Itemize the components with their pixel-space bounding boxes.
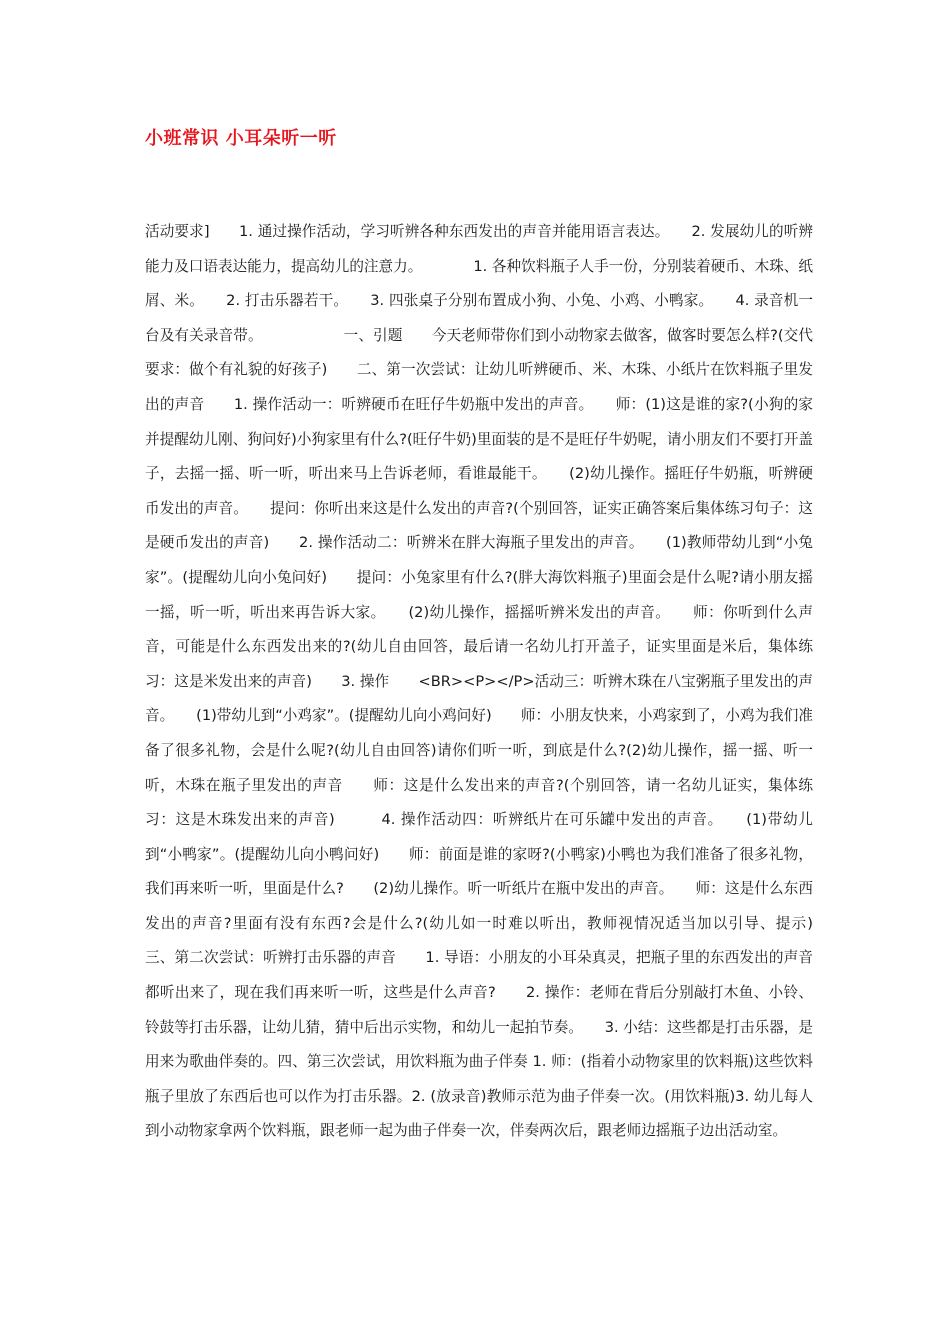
document-body: 活动要求] 1. 通过操作活动，学习听辨各种东西发出的声音并能用语言表达。 2. 发展幼儿的听辨能力及口语表达能力，提高幼儿的注意力。 1. 各种饮料瓶子人手一份，分别装着硬币、木珠、纸屑、米。 2. 打击乐器若干。 3. 四张桌子分别布置成小狗、小兔、小鸡、小鸭家。 4. 录音机一台及有关录音带。 一、引题 今天老师带你们到小动物家去做客，做客时要怎么样?(交代要求：做个有礼貌的好孩子) 二、第一次尝试：让幼儿听辨硬币、米、木珠、小纸片在饮料瓶子里发出的声音 1. 操作活动一：听辨硬币在旺仔牛奶瓶中发出的声音。 师：(1)这是谁的家?(小狗的家并提醒幼儿刚、狗问好)小狗家里有什么?(旺仔牛奶)里面装的是不是旺仔牛奶呢，请小朋友们不要打开盖子，去摇一摇、听一听，听出来马上告诉老师，看谁最能干。 (2)幼儿操作。摇旺仔牛奶瓶，听辨硬币发出的声音。 提问：你听出来这是什么发出的声音?(个别回答，证实正确答案后集体练习句子：这是硬币发出的声音) 2. 操作活动二：听辨米在胖大海瓶子里发出的声音。 (1)教师带幼儿到“小兔家”。(提醒幼儿向小兔问好) 提问：小兔家里有什么?(胖大海饮料瓶子)里面会是什么呢?请小朋友摇一摇，听一听，听出来再告诉大家。 (2)幼儿操作，摇摇听辨米发出的声音。 师：你听到什么声音，可能是什么东西发出来的?(幼儿自由回答，最后请一名幼儿打开盖子，证实里面是米后，集体练习：这是米发出来的声音) 3. 操作 <BR><P></P>活动三：听辨木珠在八宝粥瓶子里发出的声音。 (1)带幼儿到“小鸡家”。(提醒幼儿向小鸡问好) 师：小朋友快来，小鸡家到了，小鸡为我们准备了很多礼物，会是什么呢?(幼儿自由回答)请你们听一听，到底是什么?(2)幼儿操作，摇一摇、听一听，木珠在瓶子里发出的声音 师：这是什么发出来的声音?(个别回答，请一名幼儿证实，集体练习：这是木珠发出来的声音) 4. 操作活动四：听辨纸片在可乐罐中发出的声音。 (1)带幼儿到“小鸭家”。(提醒幼儿向小鸭问好) 师：前面是谁的家呀?(小鸭家)小鸭也为我们准备了很多礼物，我们再来听一听，里面是什么? (2)幼儿操作。听一听纸片在瓶中发出的声音。 师：这是什么东西发出的声音?里面有没有东西?会是什么?(幼儿如一时难以听出，教师视情况适当加以引导、提示) 三、第二次尝试：听辨打击乐器的声音 1. 导语：小朋友的小耳朵真灵，把瓶子里的东西发出的声音都听出来了，现在我们再来听一听，这些是什么声音? 2. 操作：老师在背后分别敲打木鱼、小铃、铃鼓等打击乐器，让幼儿猜，猜中后出示实物，和幼儿一起拍节奏。 3. 小结：这些都是打击乐器，是用来为歌曲伴奏的。四、第三次尝试，用饮料瓶为曲子伴奏 1. 师：(指着小动物家里的饮料瓶)这些饮料瓶子里放了东西后也可以作为打击乐器。2. (放录音)教师示范为曲子伴奏一次。(用饮料瓶)3. 幼儿每人到小动物家拿两个饮料瓶，跟老师一起为曲子伴奏一次，伴奏两次后，跟老师边摇瓶子边出活动室。 [145, 223, 843, 1140]
document-title: 小班常识 小耳朵听一听 [145, 128, 337, 149]
